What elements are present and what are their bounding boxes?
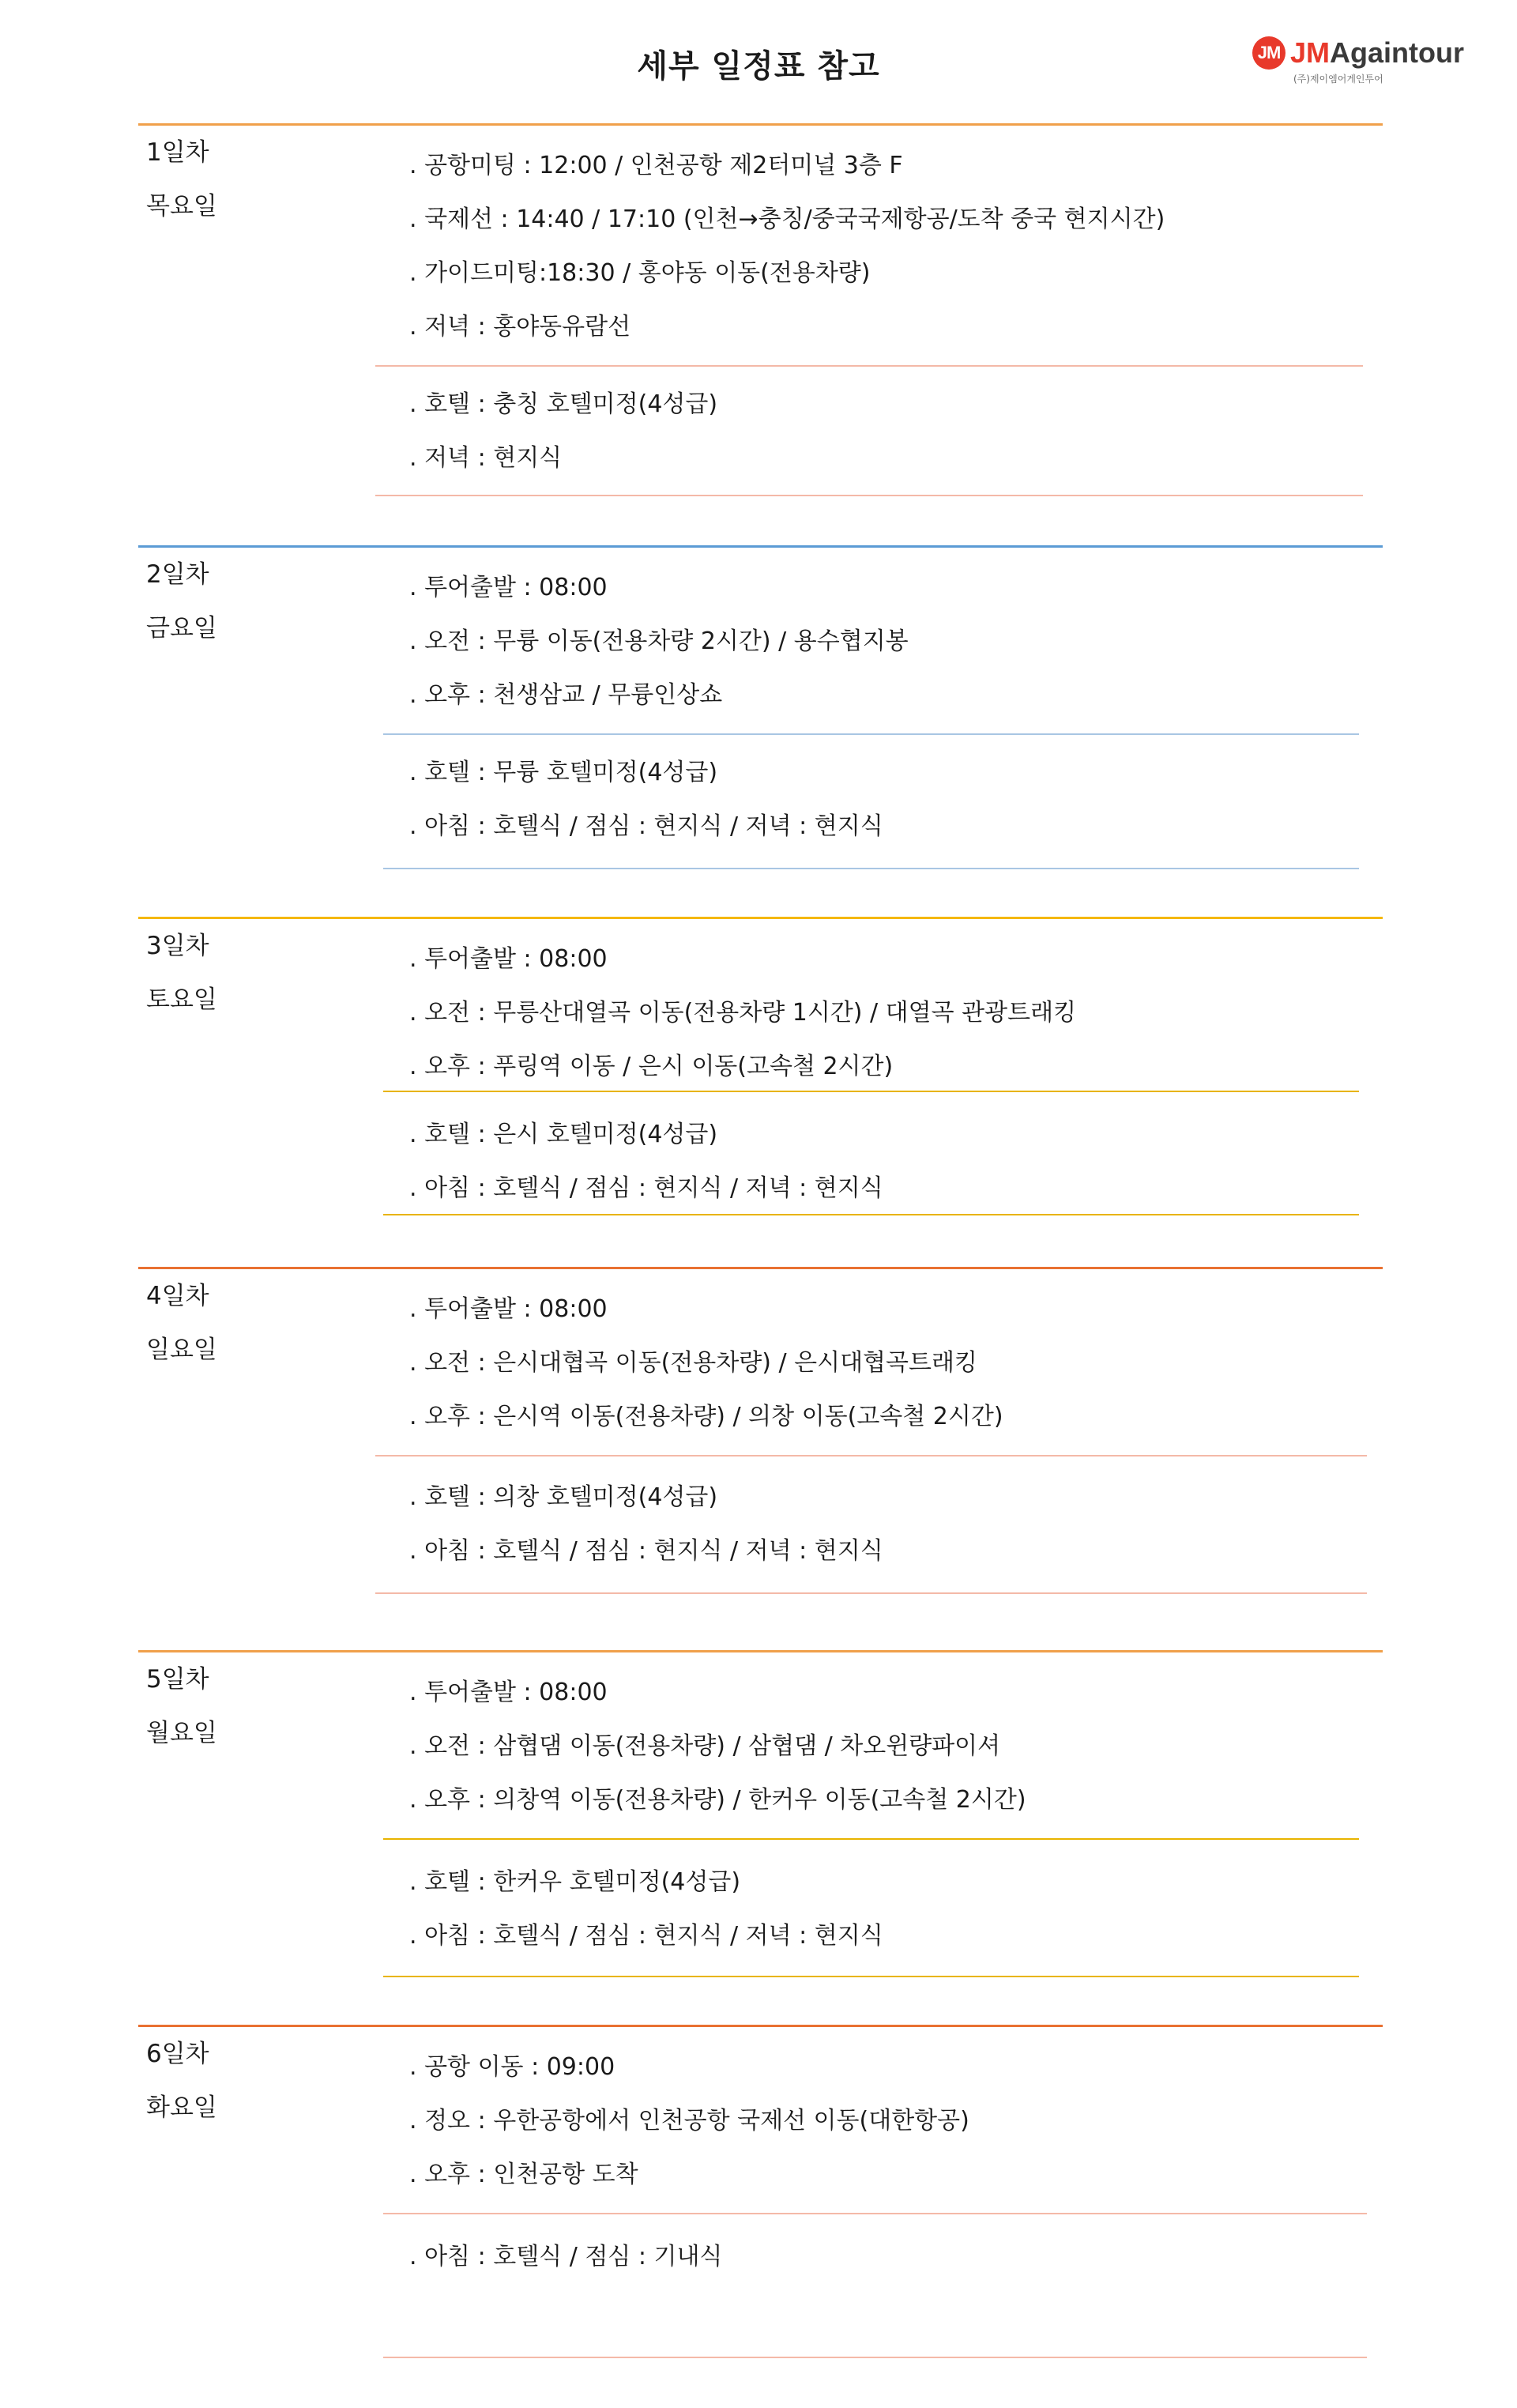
lodging-item: . 아침 : 호텔식 / 점심 : 기내식 xyxy=(409,2243,723,2270)
day-weekday: 금요일 xyxy=(146,614,217,643)
section-divider xyxy=(375,1455,1367,1456)
lodging-item: . 호텔 : 의창 호텔미정(4성급) xyxy=(409,1483,718,1511)
day-number: 1일차 xyxy=(146,138,209,167)
schedule-item: . 오후 : 천생삼교 / 무륭인상쇼 xyxy=(409,681,723,709)
logo-wordmark xyxy=(1290,35,1464,71)
lodging-item: . 아침 : 호텔식 / 점심 : 현지식 / 저녁 : 현지식 xyxy=(409,812,883,840)
day-weekday: 목요일 xyxy=(146,192,217,220)
day-number: 5일차 xyxy=(146,1665,209,1694)
day-divider xyxy=(138,2025,1383,2027)
logo-name-text: Againtour xyxy=(1330,36,1464,69)
section-divider xyxy=(383,1838,1359,1840)
day-number: 4일차 xyxy=(146,1282,209,1310)
lodging-item: . 아침 : 호텔식 / 점심 : 현지식 / 저녁 : 현지식 xyxy=(409,1922,883,1950)
schedule-item: . 정오 : 우한공항에서 인천공항 국제선 이동(대한항공) xyxy=(409,2107,969,2135)
day-weekday: 일요일 xyxy=(146,1336,217,1364)
day-divider xyxy=(138,1650,1383,1652)
lodging-item: . 호텔 : 무륭 호텔미정(4성급) xyxy=(409,759,718,786)
schedule-item: . 오후 : 푸링역 이동 / 은시 이동(고속철 2시간) xyxy=(409,1053,894,1080)
schedule-item: . 가이드미팅:18:30 / 홍야동 이동(전용차량) xyxy=(409,259,871,287)
section-divider xyxy=(375,365,1363,367)
section-divider xyxy=(383,2213,1367,2214)
page-title: 세부 일정표 참고 xyxy=(637,48,880,85)
day-divider xyxy=(138,917,1383,919)
day-weekday: 토요일 xyxy=(146,985,217,1014)
schedule-item: . 공항미팅 : 12:00 / 인천공항 제2터미널 3층 F xyxy=(409,152,903,179)
day-divider xyxy=(138,1267,1383,1269)
section-divider xyxy=(383,1091,1359,1092)
logo-tagline: (주)제이엠어게인투어 xyxy=(1293,73,1383,85)
section-divider xyxy=(383,733,1359,735)
schedule-item: . 오전 : 삼협댐 이동(전용차량) / 삼협댐 / 차오윈량파이셔 xyxy=(409,1732,1001,1760)
schedule-item: . 오후 : 은시역 이동(전용차량) / 의창 이동(고속철 2시간) xyxy=(409,1403,1003,1430)
schedule-item: . 공항 이동 : 09:00 xyxy=(409,2053,615,2081)
section-divider xyxy=(375,1592,1367,1594)
schedule-item: . 투어출발 : 08:00 xyxy=(409,574,608,601)
section-divider xyxy=(383,1214,1359,1215)
lodging-item: . 아침 : 호텔식 / 점심 : 현지식 / 저녁 : 현지식 xyxy=(409,1174,883,1202)
schedule-item: . 투어출발 : 08:00 xyxy=(409,1679,608,1706)
day-number: 6일차 xyxy=(146,2040,209,2068)
schedule-item: . 투어출발 : 08:00 xyxy=(409,1295,608,1323)
logo-mark-icon: JM xyxy=(1252,36,1285,70)
lodging-item: . 저녁 : 현지식 xyxy=(409,444,563,472)
section-divider xyxy=(383,868,1359,869)
section-divider xyxy=(383,2357,1367,2358)
schedule-item: . 국제선 : 14:40 / 17:10 (인천→충칭/중국국제항공/도착 중국 현지시간) xyxy=(409,205,1165,233)
schedule-item: . 오전 : 무릉산대열곡 이동(전용차량 1시간) / 대열곡 관광트래킹 xyxy=(409,999,1077,1027)
section-divider xyxy=(375,495,1363,496)
day-number: 3일차 xyxy=(146,932,209,960)
day-number: 2일차 xyxy=(146,560,209,589)
day-weekday: 월요일 xyxy=(146,1719,217,1747)
day-divider xyxy=(138,545,1383,548)
company-logo xyxy=(1252,35,1489,90)
section-divider xyxy=(383,1976,1359,1977)
schedule-item: . 저녁 : 홍야동유람선 xyxy=(409,313,631,341)
lodging-item: . 아침 : 호텔식 / 점심 : 현지식 / 저녁 : 현지식 xyxy=(409,1537,883,1565)
day-weekday: 화요일 xyxy=(146,2093,217,2122)
schedule-item: . 오전 : 은시대협곡 이동(전용차량) / 은시대협곡트래킹 xyxy=(409,1349,977,1377)
day-divider xyxy=(138,123,1383,126)
schedule-item: . 오전 : 무륭 이동(전용차량 2시간) / 용수협지봉 xyxy=(409,627,909,655)
logo-accent-text: JM xyxy=(1290,36,1331,69)
schedule-item: . 오후 : 인천공항 도착 xyxy=(409,2161,638,2188)
schedule-item: . 오후 : 의창역 이동(전용차량) / 한커우 이동(고속철 2시간) xyxy=(409,1786,1026,1814)
lodging-item: . 호텔 : 충칭 호텔미정(4성급) xyxy=(409,390,718,418)
lodging-item: . 호텔 : 한커우 호텔미정(4성급) xyxy=(409,1868,741,1896)
schedule-item: . 투어출발 : 08:00 xyxy=(409,945,608,973)
lodging-item: . 호텔 : 은시 호텔미정(4성급) xyxy=(409,1121,718,1148)
